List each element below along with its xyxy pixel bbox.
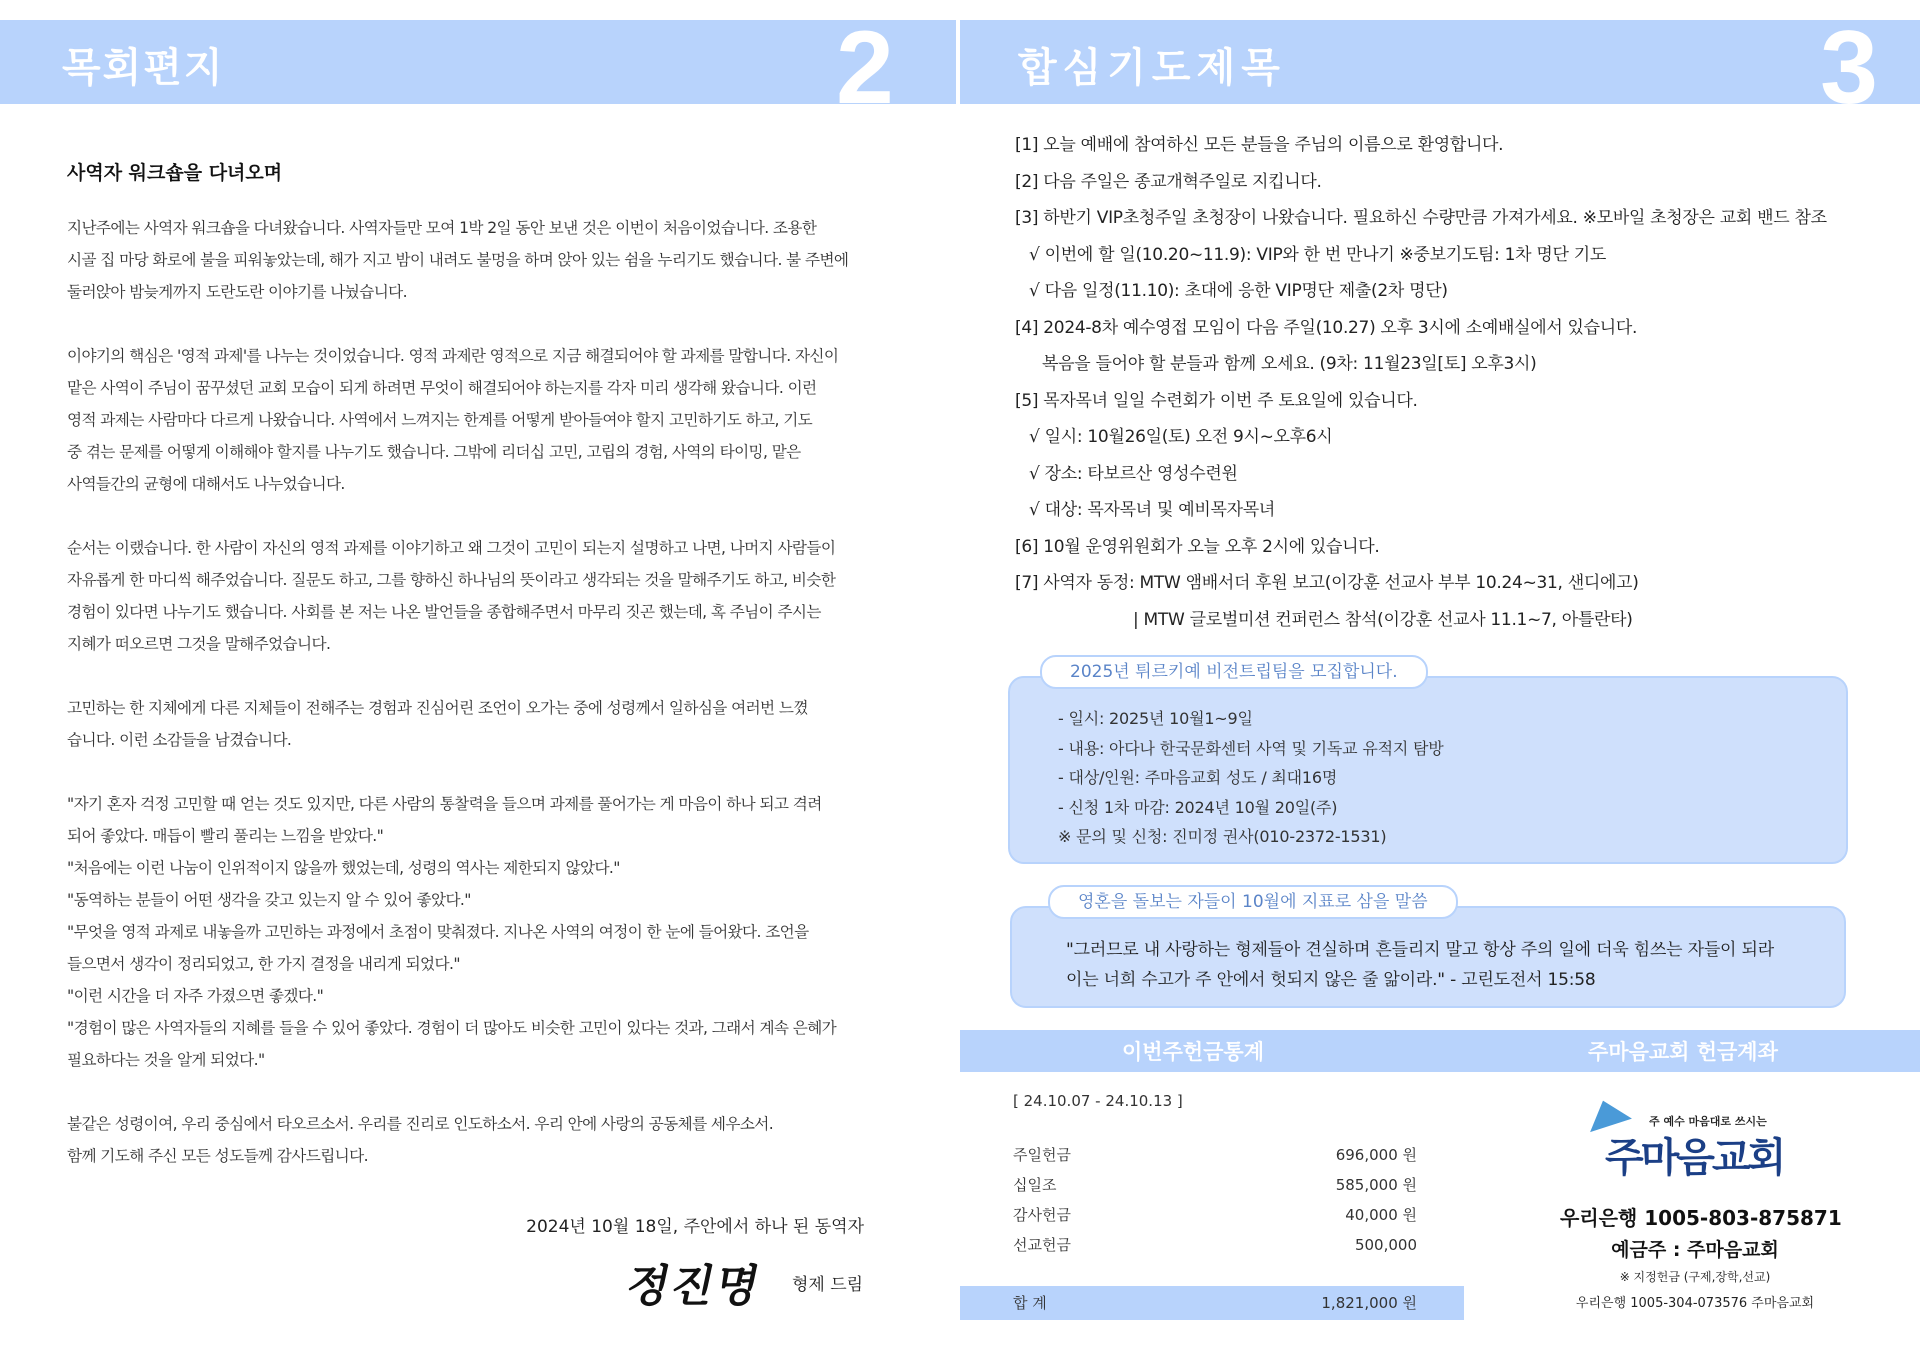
prayer-item: [5] 목자목녀 일일 수련회가 이번 주 토요일에 있습니다. [1015,390,1418,411]
vision-trip-line: ※ 문의 및 신청: 진미정 권사(010-2372-1531) [1058,827,1387,846]
letter-line: 영적 과제는 사람마다 다르게 나왔습니다. 사역에서 느껴지는 한계를 어떻게 받아들여야 할지 고민하기도 하고, 기도 [67,411,813,429]
quote-line: 들으면서 생각이 정리되었고, 한 가지 결정을 내리게 되었다." [67,955,460,973]
letter-line: 지난주에는 사역자 워크숍을 다녀왔습니다. 사역자들만 모여 1박 2일 동안 보낸 것은 이번이 처음이었습니다. 조용한 [67,219,817,237]
monthly-verse-text [1066,935,1774,995]
offering-total-amount: 1,821,000 원 [1321,1294,1417,1312]
letter-line: 시골 집 마당 화로에 불을 피워놓았는데, 해가 지고 밤이 내려도 불멍을 하며 앉아 있는 쉼을 누리기도 했습니다. 불 주변에 [67,251,849,269]
offering-amount: 500,000 [1354,1236,1417,1254]
monthly-verse-title: 영혼을 돌보는 자들이 10월에 지표로 삼을 말씀 [1048,885,1458,919]
designated-offering-account: 우리은행 1005-304-073576 주마음교회 [1575,1296,1815,1311]
offering-amount: 696,000 원 [1335,1146,1417,1164]
closing-prayer [67,1108,867,1172]
letter-line: 습니다. 이런 소감들을 남겼습니다. [67,731,292,749]
vision-trip-details [1058,704,1443,852]
offering-label: 감사헌금 [1013,1206,1071,1224]
letter-paragraph [67,212,867,308]
letter-line: 둘러앉아 밤늦게까지 도란도란 이야기를 나눴습니다. [67,283,407,301]
verse-line: "그러므로 내 사랑하는 형제들아 견실하며 흔들리지 말고 항상 주의 일에 더욱 힘쓰는 자들이 되라 [1066,940,1774,960]
offering-label: 십일조 [1013,1176,1057,1194]
handwritten-signature: 정진명 [621,1261,766,1312]
left-page-title: 목회편지 [62,44,225,91]
offering-row [1013,1230,1417,1260]
prayer-item: [6] 10월 운영위원회가 오늘 오후 2시에 있습니다. [1015,536,1380,557]
vision-trip-line: - 대상/인원: 주마음교회 성도 / 최대16명 [1058,768,1338,787]
prayer-subitem: √ 다음 일정(11.10): 초대에 응한 VIP명단 제출(2차 명단) [1029,281,1448,301]
bank-account-number: 우리은행 1005-803-875871 [1560,1206,1842,1230]
offering-row [1013,1170,1417,1200]
letter-title: 사역자 워크숍을 다녀오며 [67,162,283,184]
letter-line: 사역들간의 균형에 대해서도 나누었습니다. [67,475,345,493]
prayer-list [1015,127,1895,638]
offering-period: [ 24.10.07 - 24.10.13 ] [1013,1092,1183,1110]
prayer-subitem: √ 일시: 10월26일(토) 오전 9시~오후6시 [1029,427,1333,447]
quote-line: 필요하다는 것을 알게 되었다." [67,1051,265,1069]
prayer-subitem: √ 대상: 목자목녀 및 예비목자목녀 [1029,500,1275,520]
letter-line: 맡은 사역이 주님이 꿈꾸셨던 교회 모습이 되게 하려면 무엇이 해결되어야 하는지를 각자 미리 생각해 왔습니다. 이런 [67,379,817,397]
prayer-item: [2] 다음 주일은 종교개혁주일로 지킵니다. [1015,171,1322,192]
signature-suffix: 형제 드림 [792,1275,864,1295]
prayer-item: [1] 오늘 예배에 참여하신 모든 분들을 주님의 이름으로 환영합니다. [1015,135,1504,155]
prayer-item: [4] 2024-8차 예수영접 모임이 다음 주일(10.27) 오후 3시에 소예배실에서 있습니다. [1015,317,1638,338]
quote-line: 되어 좋았다. 매듭이 빨리 풀리는 느낌을 받았다." [67,827,384,845]
quote-line: "이런 시간을 더 자주 가졌으면 좋겠다." [67,987,324,1005]
letter-line: 이야기의 핵심은 '영적 과제'를 나누는 것이었습니다. 영적 과제란 영적으로 지금 해결되어야 할 과제를 말합니다. 자신이 [67,347,839,365]
offering-account-heading: 주마음교회 헌금계좌 [1588,1039,1778,1064]
designated-offering-note: ※ 지정헌금 (구제,장학,선교) [1619,1270,1771,1284]
quote-line: "동역하는 분들이 어떤 생각을 갖고 있는지 알 수 있어 좋았다." [67,891,471,909]
left-page-banner [0,20,956,104]
letter-paragraph [67,340,867,500]
offering-label: 주일헌금 [1013,1146,1071,1164]
church-logo [1585,1100,1805,1196]
letter-paragraph [67,692,867,756]
prayer-subitem: | MTW 글로벌미션 컨퍼런스 참석(이강훈 선교사 11.1~7, 아틀란타) [1133,609,1633,630]
closing-line: 함께 기도해 주신 모든 성도들께 감사드립니다. [67,1147,368,1165]
closing-line: 불같은 성령이여, 우리 중심에서 타오르소서. 우리를 진리로 인도하소서. 우리 안에 사랑의 공동체를 세우소서. [67,1115,774,1133]
offering-total-label: 합 계 [1013,1294,1047,1312]
letter-line: 순서는 이랬습니다. 한 사람이 자신의 영적 과제를 이야기하고 왜 그것이 고민이 되는지 설명하고 나면, 나머지 사람들이 [67,539,836,557]
prayer-item: [7] 사역자 동정: MTW 앰배서더 후원 보고(이강훈 선교사 부부 10.24~31, 샌디에고) [1015,573,1639,593]
prayer-item: [3] 하반기 VIP초청주일 초청장이 나왔습니다. 필요하신 수량만큼 가져가세요. ※모바일 초청장은 교회 밴드 참조 [1015,208,1827,228]
right-page-banner [960,20,1920,104]
quote-line: "처음에는 이런 나눔이 인위적이지 않을까 했었는데, 성령의 역사는 제한되지 않았다." [67,859,620,877]
vision-trip-line: - 일시: 2025년 10월1~9일 [1058,709,1253,728]
offering-amount: 40,000 원 [1345,1206,1417,1224]
letter-line: 지혜가 떠오르면 그것을 말해주었습니다. [67,635,331,653]
right-page-number: 3 [1820,20,1878,104]
left-page-number: 2 [836,20,894,104]
offering-amount: 585,000 원 [1335,1176,1417,1194]
vision-trip-line: - 내용: 아다나 한국문화센터 사역 및 기독교 유적지 탐방 [1058,738,1444,758]
offering-total-row [1013,1288,1417,1318]
offering-row [1013,1140,1417,1170]
logo-wordmark: 주마음교회 [1605,1135,1784,1181]
letter-line: 자유롭게 한 마디씩 해주었습니다. 질문도 하고, 그를 향하신 하나님의 뜻이라고 생각되는 것을 말해주기도 하고, 비슷한 [67,571,836,589]
vision-trip-line: - 신청 1차 마감: 2024년 10월 20일(주) [1058,797,1338,817]
verse-line: 이는 너희 수고가 주 안에서 헛되지 않은 줄 앎이라." - 고린도전서 15:58 [1066,970,1596,990]
letter-body [67,212,867,1204]
testimonial-quotes [67,788,867,1076]
offering-table [1013,1140,1417,1260]
quote-line: "자기 혼자 걱정 고민할 때 얻는 것도 있지만, 다른 사람의 통찰력을 들으며 과제를 풀어가는 게 마음이 하나 되고 격려 [67,795,822,813]
letter-paragraph [67,532,867,660]
right-page-title: 합심기도제목 [1018,44,1286,91]
account-holder: 예금주 : 주마음교회 [1611,1239,1779,1261]
prayer-subitem: 복음을 들어야 할 분들과 함께 오세요. (9차: 11월23일[토] 오후3시) [1042,354,1537,374]
offering-row [1013,1200,1417,1230]
vision-trip-title: 2025년 튀르키예 비전트립팀을 모집합니다. [1040,655,1428,689]
letter-line: 고민하는 한 지체에게 다른 지체들이 전해주는 경험과 진심어린 조언이 오가는 중에 성령께서 일하심을 여러번 느꼈 [67,699,808,717]
prayer-subitem: √ 이번에 할 일(10.20~11.9): VIP와 한 번 만나기 ※중보기도팀: 1차 명단 기도 [1029,244,1606,265]
letter-line: 경험이 있다면 나누기도 했습니다. 사회를 본 저는 나온 발언들을 종합해주면서 마무리 짓곤 했는데, 혹 주님이 주시는 [67,603,821,621]
letter-date: 2024년 10월 18일, 주안에서 하나 된 동역자 [526,1217,864,1237]
offering-stats-heading: 이번주헌금통계 [1122,1039,1265,1064]
quote-line: "경험이 많은 사역자들의 지혜를 들을 수 있어 좋았다. 경험이 더 많아도 비슷한 고민이 있다는 것과, 그래서 계속 은혜가 [67,1019,837,1037]
quote-line: "무엇을 영적 과제로 내놓을까 고민하는 과정에서 초점이 맞춰졌다. 지나온 사역의 여정이 한 눈에 들어왔다. 조언을 [67,923,809,941]
logo-tagline: 주 예수 마음대로 쓰시는 [1649,1115,1767,1128]
offering-label: 선교헌금 [1013,1236,1071,1254]
letter-line: 중 겪는 문제를 어떻게 이해해야 할지를 나누기도 했습니다. 그밖에 리더십 고민, 고립의 경험, 사역의 타이밍, 맡은 [67,443,801,461]
prayer-subitem: √ 장소: 타보르산 영성수련원 [1029,463,1238,484]
